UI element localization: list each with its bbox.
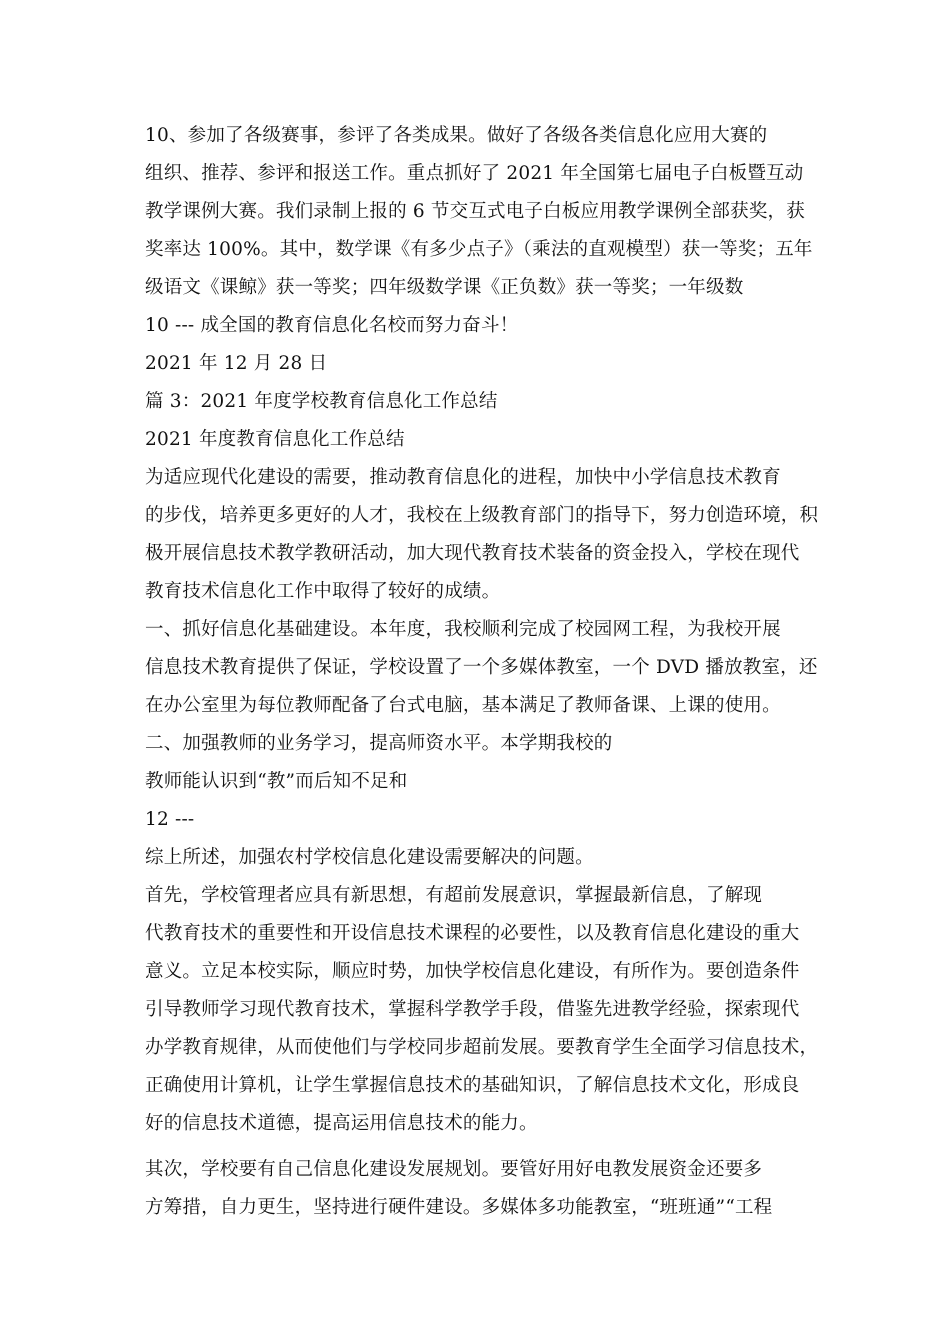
text-line: 教师能认识到“教”而后知不足和	[145, 771, 408, 792]
text-line: 引导教师学习现代教育技术，掌握科学教学手段，借鉴先进教学经验，探索现代	[145, 999, 800, 1020]
text-line: 组织、推荐、参评和报送工作。重点抓好了 2021 年全国第七届电子白板暨互动	[145, 163, 804, 184]
text-line: 正确使用计算机，让学生掌握信息技术的基础知识，了解信息技术文化，形成良	[145, 1075, 800, 1096]
text-line: 二、加强教师的业务学习，提高师资水平。本学期我校的	[145, 733, 613, 754]
text-line: 综上所述，加强农村学校信息化建设需要解决的问题。	[145, 847, 594, 868]
paragraph-gap	[145, 1143, 805, 1151]
text-line: 一、抓好信息化基础建设。本年度，我校顺利完成了校园网工程，为我校开展	[145, 619, 781, 640]
text-line: 10、参加了各级赛事，参评了各类成果。做好了各级各类信息化应用大赛的	[145, 125, 768, 146]
text-line: 其次，学校要有自己信息化建设发展规划。要管好用好电教发展资金还要多	[145, 1159, 763, 1180]
document-title: 2021 年度教育信息化工作总结	[145, 429, 405, 450]
document-page	[145, 117, 819, 1227]
page-marker: 12 ---	[145, 809, 195, 830]
text-line: 方筹措，自力更生，坚持进行硬件建设。多媒体多功能教室，“班班通”“工程	[145, 1197, 773, 1218]
text-line: 信息技术教育提供了保证，学校设置了一个多媒体教室，一个 DVD 播放教室，还	[145, 657, 818, 678]
text-line: 为适应现代化建设的需要，推动教育信息化的进程，加快中小学信息技术教育	[145, 467, 781, 488]
text-line: 办学教育规律，从而使他们与学校同步超前发展。要教育学生全面学习信息技术，	[145, 1037, 819, 1058]
text-line: 教学课例大赛。我们录制上报的 6 节交互式电子白板应用教学课例全部获奖，获	[145, 201, 805, 222]
text-line: 极开展信息技术教学教研活动，加大现代教育技术装备的资金投入，学校在现代	[145, 543, 800, 564]
date-line: 2021 年 12 月 28 日	[145, 353, 328, 374]
text-line: 意义。立足本校实际，顺应时势，加快学校信息化建设，有所作为。要创造条件	[145, 961, 800, 982]
text-line: 首先，学校管理者应具有新思想，有超前发展意识，掌握最新信息，了解现	[145, 885, 763, 906]
text-line: 的步伐，培养更多更好的人才，我校在上级教育部门的指导下，努力创造环境，积	[145, 505, 819, 526]
section-heading: 篇 3：2021 年度学校教育信息化工作总结	[145, 391, 498, 412]
text-line: 级语文《课鲸》获一等奖；四年级数学课《正负数》获一等奖；一年级数	[145, 277, 744, 298]
text-line: 教育技术信息化工作中取得了较好的成绩。	[145, 581, 501, 602]
text-line: 在办公室里为每位教师配备了台式电脑，基本满足了教师备课、上课的使用。	[145, 695, 781, 716]
text-line: 奖率达 100%。其中，数学课《有多少点子》（乘法的直观模型）获一等奖；五年	[145, 239, 813, 260]
text-line: 代教育技术的重要性和开设信息技术课程的必要性，以及教育信息化建设的重大	[145, 923, 800, 944]
page-marker: 10 --- 成全国的教育信息化名校而努力奋斗！	[145, 315, 519, 336]
text-line: 好的信息技术道德，提高运用信息技术的能力。	[145, 1113, 538, 1134]
